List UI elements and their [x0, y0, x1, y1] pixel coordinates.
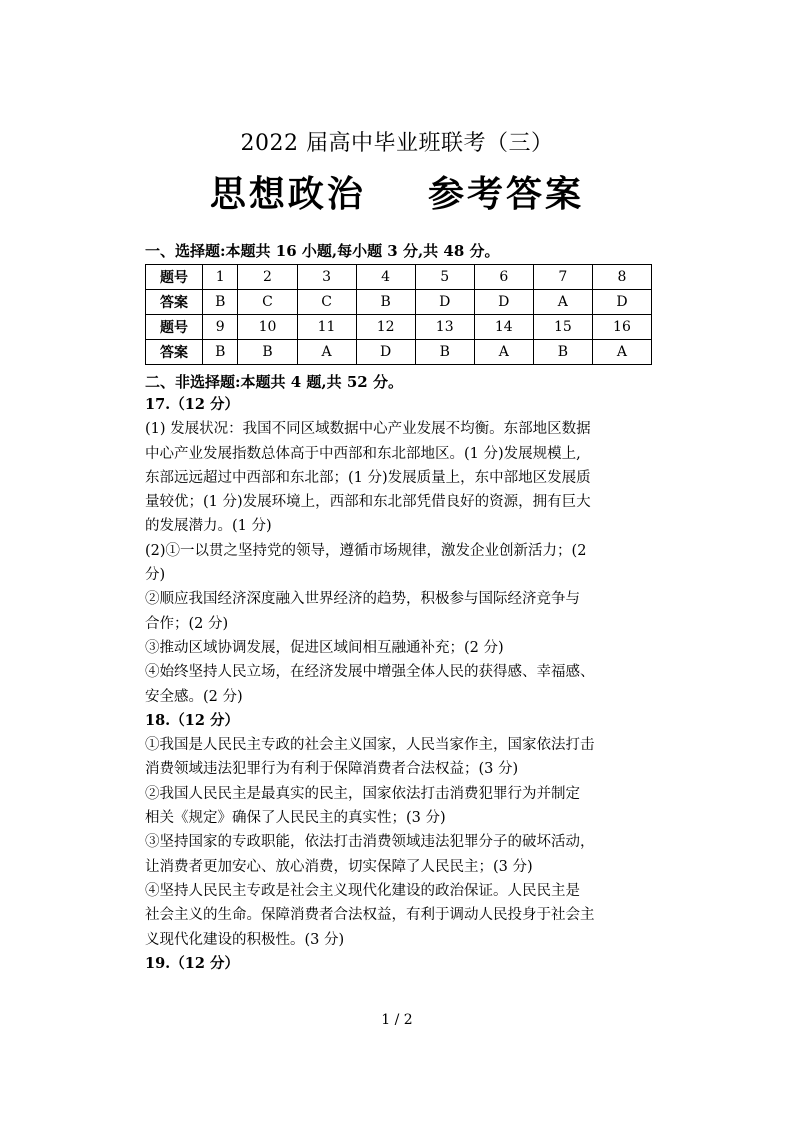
answer-line: 中心产业发展指数总体高于中西部和东北部地区。(1 分)发展规模上, [145, 445, 581, 462]
table-cell: 答案 [146, 340, 203, 365]
answer-line: (2)①一以贯之坚持党的领导，遵循市场规律，激发企业创新活力；(2 [145, 542, 587, 559]
table-cell: 16 [592, 315, 651, 340]
table-cell: 6 [474, 265, 533, 290]
table-cell: 11 [297, 315, 356, 340]
table-cell: B [533, 340, 592, 365]
table-cell: 1 [203, 265, 238, 290]
table-cell: D [415, 290, 474, 315]
table-row [146, 315, 652, 340]
table-row [146, 340, 652, 365]
subject-title: 思想政治 参考答案 [209, 174, 585, 215]
answer-line: ①我国是人民民主专政的社会主义国家，人民当家作主，国家依法打击 [145, 737, 595, 754]
section-heading-nonchoice: 二、非选择题:本题共 4 题,共 52 分。 [145, 373, 403, 391]
table-cell: 3 [297, 265, 356, 290]
table-cell: C [238, 290, 297, 315]
table-cell: 题号 [146, 265, 203, 290]
table-cell: 7 [533, 265, 592, 290]
table-row [146, 265, 652, 290]
table-cell: 4 [356, 265, 415, 290]
table-cell: B [203, 340, 238, 365]
table-cell: 8 [592, 265, 651, 290]
answer-line: ④始终坚持人民立场，在经济发展中增强全体人民的获得感、幸福感、 [145, 664, 595, 681]
table-cell: B [415, 340, 474, 365]
answer-line: 分) [145, 567, 166, 584]
table-cell: 15 [533, 315, 592, 340]
question-heading: 19.（12 分） [145, 954, 239, 972]
answer-table [145, 264, 652, 365]
table-cell: 5 [415, 265, 474, 290]
answer-line: 义现代化建设的积极性。(3 分) [145, 931, 345, 948]
table-cell: 答案 [146, 290, 203, 315]
answer-line: 安全感。(2 分) [145, 688, 243, 705]
exam-title: 2022 届高中毕业班联考（三） [240, 131, 554, 156]
table-cell: C [297, 290, 356, 315]
table-cell: 9 [203, 315, 238, 340]
table-cell: 2 [238, 265, 297, 290]
table-cell: B [356, 290, 415, 315]
answer-line: ④坚持人民民主专政是社会主义现代化建设的政治保证。人民民主是 [145, 882, 580, 899]
table-cell: A [474, 340, 533, 365]
table-cell: A [533, 290, 592, 315]
answer-line: 的发展潜力。(1 分) [145, 518, 272, 535]
answer-line: ③推动区域协调发展，促进区域间相互融通补充；(2 分) [145, 639, 504, 656]
table-cell: 13 [415, 315, 474, 340]
table-cell: B [238, 340, 297, 365]
answer-line: 相关《规定》确保了人民民主的真实性；(3 分) [145, 810, 446, 827]
page-number: 1 / 2 [381, 1012, 413, 1028]
answer-line: 社会主义的生命。保障消费者合法权益，有利于调动人民投身于社会主 [145, 907, 595, 924]
answer-line: 量较优；(1 分)发展环境上，西部和东北部凭借良好的资源，拥有巨大 [145, 494, 591, 511]
question-heading: 18.（12 分） [145, 711, 239, 729]
table-cell: 10 [238, 315, 297, 340]
question-heading: 17.（12 分） [145, 396, 239, 413]
answer-line: ②我国人民民主是最真实的民主，国家依法打击消费犯罪行为并制定 [145, 785, 580, 802]
table-cell: 题号 [146, 315, 203, 340]
answer-line: 消费领域违法犯罪行为有利于保障消费者合法权益；(3 分) [145, 761, 519, 778]
table-cell: A [297, 340, 356, 365]
table-row [146, 290, 652, 315]
answer-line: 合作；(2 分) [145, 615, 229, 632]
answer-line: ③坚持国家的专政职能，依法打击消费领域违法犯罪分子的破坏活动， [145, 834, 595, 851]
answer-line: ②顺应我国经济深度融入世界经济的趋势，积极参与国际经济竞争与 [145, 591, 580, 608]
table-cell: B [203, 290, 238, 315]
answer-line: 让消费者更加安心、放心消费，切实保障了人民民主；(3 分) [145, 858, 533, 875]
table-cell: A [592, 340, 651, 365]
table-cell: D [592, 290, 651, 315]
answer-line: (1) 发展状况：我国不同区域数据中心产业发展不均衡。东部地区数据 [145, 421, 591, 438]
table-cell: 14 [474, 315, 533, 340]
table-cell: D [474, 290, 533, 315]
answer-line: 东部远远超过中西部和东北部；(1 分)发展质量上，东中部地区发展质 [145, 469, 591, 486]
table-cell: D [356, 340, 415, 365]
answer-body [145, 393, 657, 976]
table-cell: 12 [356, 315, 415, 340]
section-heading-choice: 一、选择题:本题共 16 小题,每小题 3 分,共 48 分。 [145, 242, 500, 260]
